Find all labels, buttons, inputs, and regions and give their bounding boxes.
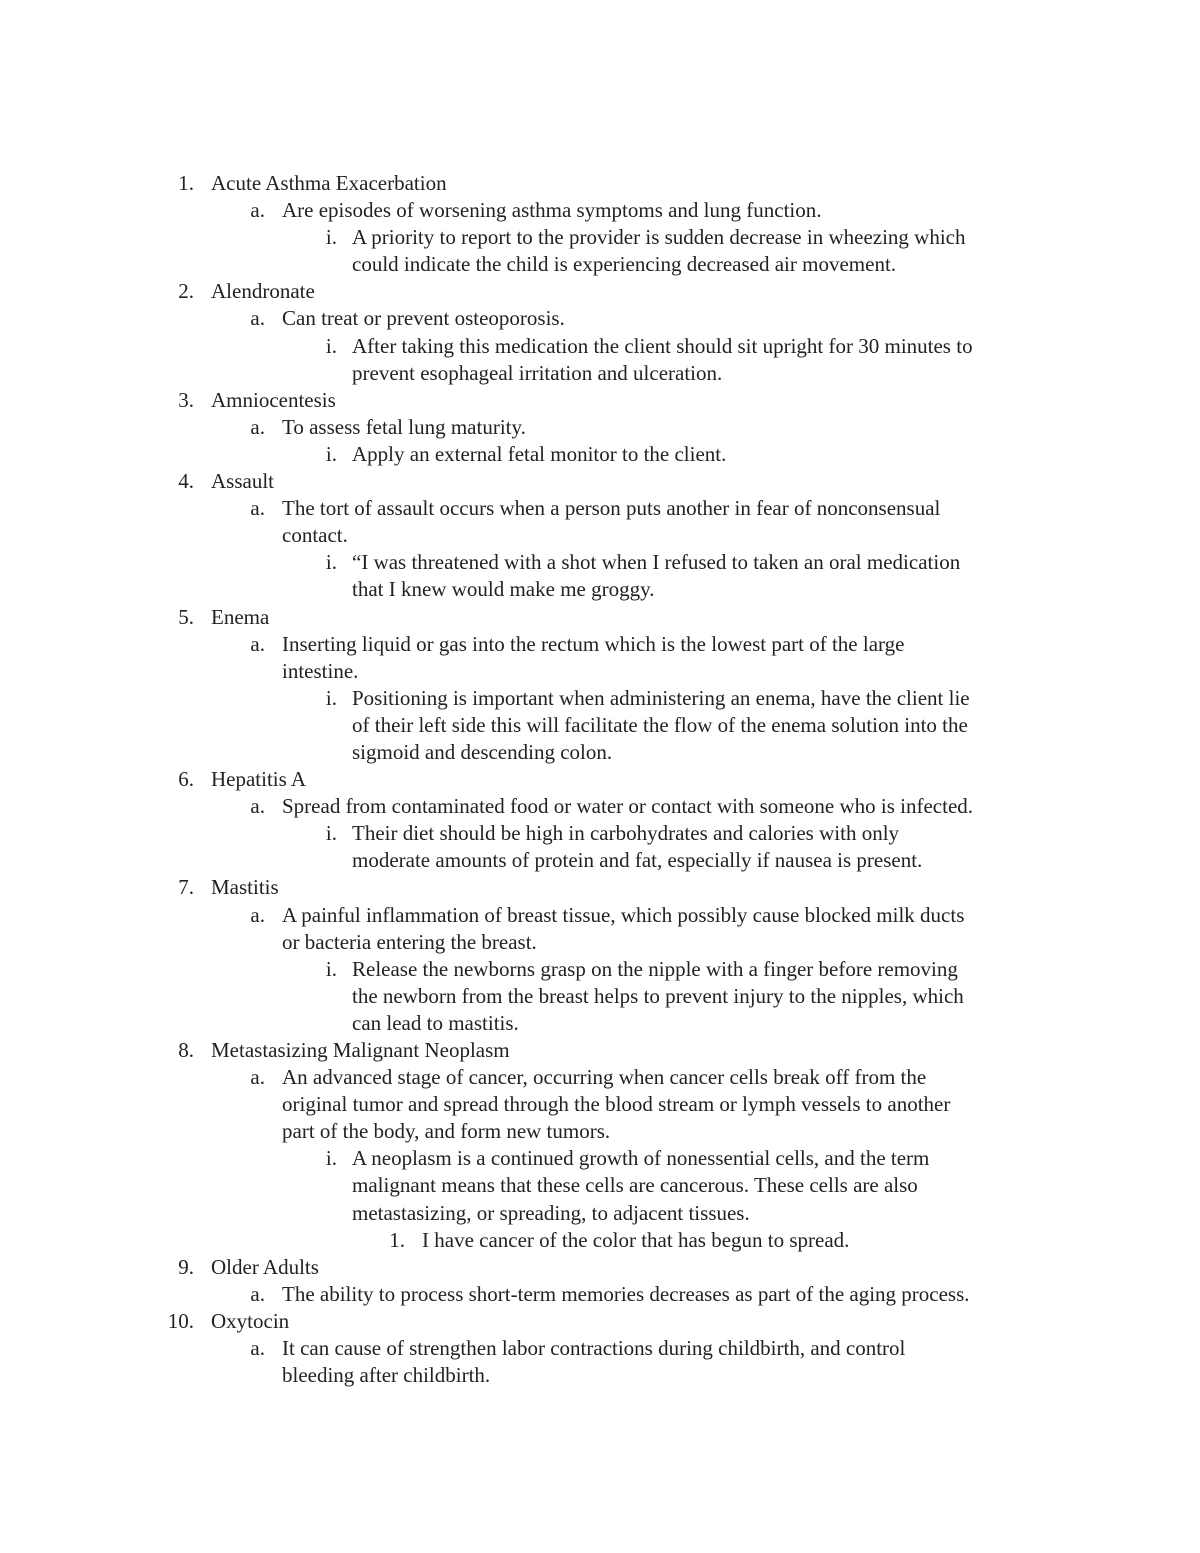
list-marker: 1. <box>389 1227 405 1252</box>
list-text: Are episodes of worsening asthma symptoms and lung function. <box>282 198 822 223</box>
detail-line <box>0 712 1200 739</box>
detail-line <box>0 441 1200 468</box>
term-heading <box>0 387 1200 414</box>
list-text: Can treat or prevent osteoporosis. <box>282 306 565 331</box>
list-text: bleeding after childbirth. <box>282 1363 491 1388</box>
list-marker: 10. <box>167 1308 194 1333</box>
definition-line <box>0 1064 1200 1091</box>
detail-line <box>0 576 1200 603</box>
list-marker: a. <box>250 1065 265 1090</box>
list-marker: a. <box>250 1336 265 1361</box>
term-heading <box>0 604 1200 631</box>
list-text: malignant means that these cells are cancerous. These cells are also <box>352 1173 918 1198</box>
definition-line <box>0 197 1200 224</box>
term-heading <box>0 170 1200 197</box>
detail-line <box>0 224 1200 251</box>
list-marker: 6. <box>178 767 194 792</box>
term-heading <box>0 1308 1200 1335</box>
detail-line <box>0 1200 1200 1227</box>
term-heading <box>0 766 1200 793</box>
list-text: of their left side this will facilitate the flow of the enema solution into the <box>352 712 968 737</box>
list-marker: i. <box>325 1146 337 1171</box>
list-marker: a. <box>250 306 265 331</box>
list-text: part of the body, and form new tumors. <box>282 1119 611 1144</box>
example-line <box>0 1227 1200 1254</box>
list-text: Their diet should be high in carbohydrates and calories with only <box>352 821 900 846</box>
list-text: It can cause of strengthen labor contractions during childbirth, and control <box>282 1336 906 1361</box>
definition-line <box>0 1091 1200 1118</box>
detail-line <box>0 1145 1200 1172</box>
list-text: An advanced stage of cancer, occurring when cancer cells break off from the <box>282 1065 927 1090</box>
list-text: Release the newborns grasp on the nipple with a finger before removing <box>352 956 958 981</box>
list-marker: i. <box>325 225 337 250</box>
list-text: A priority to report to the provider is sudden decrease in wheezing which <box>352 225 966 250</box>
term-heading <box>0 874 1200 901</box>
definition-line <box>0 902 1200 929</box>
definition-line <box>0 1335 1200 1362</box>
list-marker: a. <box>250 1281 265 1306</box>
list-text: Hepatitis A <box>211 767 307 792</box>
list-text: contact. <box>282 523 348 548</box>
list-text: metastasizing, or spreading, to adjacent tissues. <box>352 1200 750 1225</box>
list-text: original tumor and spread through the blood stream or lymph vessels to another <box>282 1092 951 1117</box>
list-text: The ability to process short-term memories decreases as part of the aging process. <box>282 1281 970 1306</box>
definition-line <box>0 522 1200 549</box>
list-marker: i. <box>325 956 337 981</box>
detail-line <box>0 1172 1200 1199</box>
list-marker: a. <box>250 631 265 656</box>
detail-line <box>0 1010 1200 1037</box>
list-text: the newborn from the breast helps to prevent injury to the nipples, which <box>352 983 964 1008</box>
list-text: intestine. <box>282 658 359 683</box>
list-text: Amniocentesis <box>211 387 336 412</box>
detail-line <box>0 549 1200 576</box>
list-text: After taking this medication the client should sit upright for 30 minutes to <box>352 333 973 358</box>
list-marker: i. <box>325 685 337 710</box>
list-text: Positioning is important when administering an enema, have the client lie <box>352 685 970 710</box>
list-text: Older Adults <box>211 1254 319 1279</box>
detail-line <box>0 251 1200 278</box>
definition-line <box>0 495 1200 522</box>
document-body <box>0 170 1200 1389</box>
list-text: Spread from contaminated food or water or contact with someone who is infected. <box>282 794 974 819</box>
list-marker: a. <box>250 794 265 819</box>
list-text: Enema <box>211 604 270 629</box>
list-text: A painful inflammation of breast tissue, which possibly cause blocked milk ducts <box>282 902 965 927</box>
list-text: To assess fetal lung maturity. <box>282 414 526 439</box>
list-text: Alendronate <box>211 279 315 304</box>
definition-line <box>0 1281 1200 1308</box>
definition-line <box>0 631 1200 658</box>
detail-line <box>0 333 1200 360</box>
list-text: I have cancer of the color that has begun to spread. <box>422 1227 850 1252</box>
list-marker: 5. <box>178 604 194 629</box>
list-text: Oxytocin <box>211 1308 290 1333</box>
list-text: Acute Asthma Exacerbation <box>211 171 447 195</box>
term-heading <box>0 278 1200 305</box>
list-marker: i. <box>325 441 337 466</box>
list-marker: 7. <box>178 875 194 900</box>
list-marker: 3. <box>178 387 194 412</box>
list-text: “I was threatened with a shot when I refused to taken an oral medication <box>352 550 961 575</box>
detail-line <box>0 360 1200 387</box>
definition-line <box>0 793 1200 820</box>
list-marker: a. <box>250 902 265 927</box>
list-marker: i. <box>325 333 337 358</box>
term-heading <box>0 1254 1200 1281</box>
definition-line <box>0 929 1200 956</box>
term-heading <box>0 468 1200 495</box>
list-marker: 9. <box>178 1254 194 1279</box>
list-text: Assault <box>211 469 274 494</box>
list-text: that I knew would make me groggy. <box>352 577 655 602</box>
list-text: moderate amounts of protein and fat, especially if nausea is present. <box>352 848 923 873</box>
list-text: Inserting liquid or gas into the rectum which is the lowest part of the large <box>282 631 905 656</box>
definition-line <box>0 658 1200 685</box>
list-marker: 8. <box>178 1038 194 1062</box>
term-heading <box>0 1037 1200 1064</box>
list-text: could indicate the child is experiencing decreased air movement. <box>352 252 897 277</box>
list-marker: a. <box>250 414 265 439</box>
list-text: Metastasizing Malignant Neoplasm <box>211 1038 510 1062</box>
detail-line <box>0 820 1200 847</box>
detail-line <box>0 983 1200 1010</box>
detail-line <box>0 847 1200 874</box>
list-text: or bacteria entering the breast. <box>282 929 537 954</box>
list-marker: a. <box>250 496 265 521</box>
list-text: can lead to mastitis. <box>352 1010 519 1035</box>
list-text: A neoplasm is a continued growth of nonessential cells, and the term <box>352 1146 930 1171</box>
list-marker: i. <box>325 550 337 575</box>
list-text: sigmoid and descending colon. <box>352 739 613 764</box>
list-marker: i. <box>325 821 337 846</box>
detail-line <box>0 739 1200 766</box>
detail-line <box>0 956 1200 983</box>
definition-line <box>0 305 1200 332</box>
list-marker: a. <box>250 198 265 223</box>
list-marker: 2. <box>178 279 194 304</box>
list-text: The tort of assault occurs when a person puts another in fear of nonconsensual <box>282 496 941 521</box>
definition-line <box>0 414 1200 441</box>
definition-line <box>0 1362 1200 1389</box>
list-marker: 4. <box>178 469 194 494</box>
list-text: Mastitis <box>211 875 279 900</box>
list-marker: 1. <box>178 171 194 195</box>
list-text: prevent esophageal irritation and ulceration. <box>352 360 723 385</box>
list-text: Apply an external fetal monitor to the client. <box>352 441 727 466</box>
detail-line <box>0 685 1200 712</box>
definition-line <box>0 1118 1200 1145</box>
